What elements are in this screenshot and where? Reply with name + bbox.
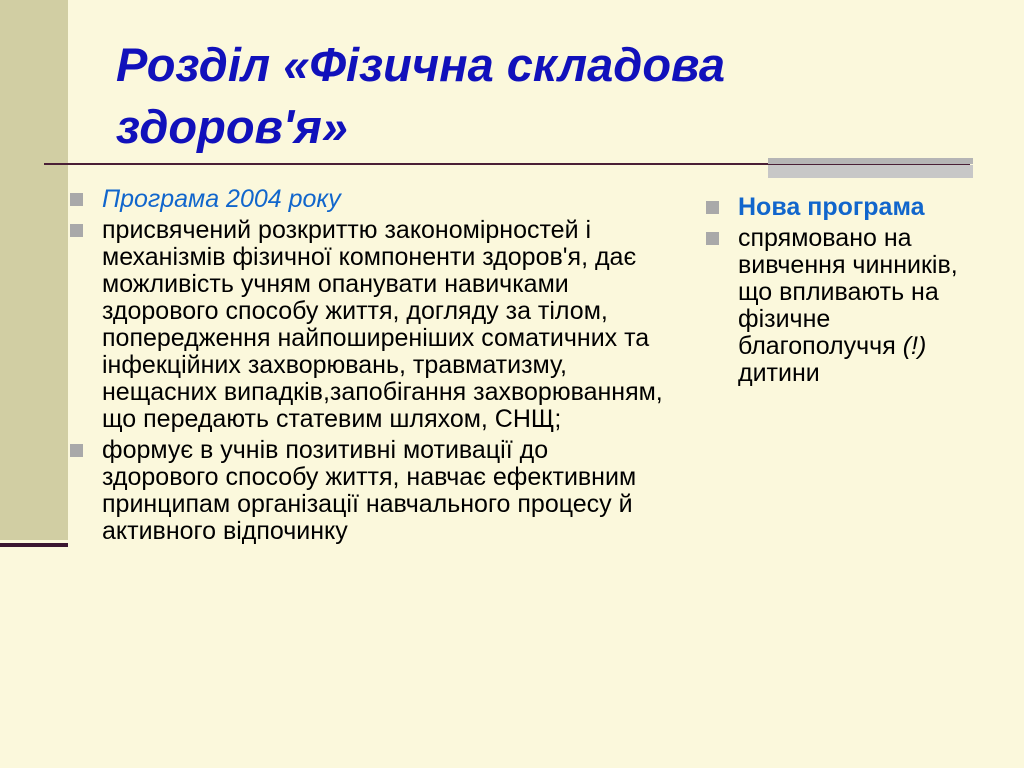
left-sidebar-rule xyxy=(0,543,68,547)
title-accent-bar-shadow xyxy=(768,165,973,178)
title-accent-bar xyxy=(768,158,973,164)
square-bullet-icon xyxy=(70,193,83,206)
square-bullet-icon xyxy=(70,444,83,457)
list-item-heading xyxy=(66,186,666,213)
list-item-text-tail: дитини xyxy=(738,359,820,387)
list-item xyxy=(66,437,666,545)
list-item-text: спрямовано на вивчення чинників, що впливають на фізичне благополуччя xyxy=(738,224,958,360)
square-bullet-icon xyxy=(70,224,83,237)
list-item-text: присвячений розкриттю закономірностей і механізмів фізичної компоненти здоров'я, дає можливість учням опанувати навичками здорового способу життя, догляду за тілом, попередження найпоширеніших соматичних та інфекційних захворювань, травматизму, нещасних випадків,запобігання захворюванням, що передають статевим шляхом, СНЩ; xyxy=(102,216,663,433)
square-bullet-icon xyxy=(706,232,719,245)
right-bullet-list xyxy=(702,194,972,391)
slide-title: Розділ «Фізична складова здоров'я» xyxy=(116,38,725,153)
new-program-heading: Нова програма xyxy=(738,193,925,221)
list-item xyxy=(702,225,972,387)
left-bullet-list xyxy=(66,186,666,549)
emphasis-mark: (!) xyxy=(902,332,927,360)
list-item-heading xyxy=(702,194,972,221)
left-sidebar-decoration xyxy=(0,0,68,540)
list-item-text: формує в учнів позитивні мотивації до здорового способу життя, навчає ефективним принципам організації навчального процесу й активного відпочинку xyxy=(102,436,637,545)
program-2004-heading: Програма 2004 року xyxy=(102,185,341,213)
list-item xyxy=(66,217,666,433)
square-bullet-icon xyxy=(706,201,719,214)
